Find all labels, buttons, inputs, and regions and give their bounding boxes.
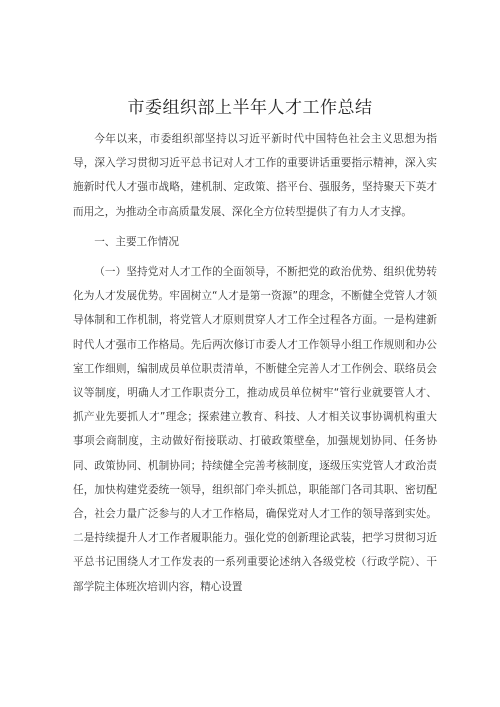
document-body (73, 127, 437, 599)
document-title: 市委组织部上半年人才工作总结 (127, 98, 373, 118)
section-heading: 一、主要工作情况 (94, 235, 179, 248)
intro-paragraph: 今年以来，市委组织部坚持以习近平新时代中国特色社会主义思想为指导，深入学习贯彻习近平总书记对人才工作的重要讲话重要指示精神，深入实施新时代人才强市战略，建机制、定政策、搭平台、强服务，坚持聚天下英才而用之，为推动全市高质量发展、深化全方位转型提供了有力人才支撑。 (73, 133, 437, 218)
section-paragraph: （一）坚持党对人才工作的全面领导，不断把党的政治优势、组织优势转化为人才发展优势。牢固树立“人才是第一资源”的理念，不断健全党管人才领导体制和工作机制，将党管人才原则贯穿人才工作全过程各方面。一是构建新时代人才强市工作格局。先后两次修订市委人才工作领导小组工作规则和办公室工作细则，编制成员单位职责清单，不断健全完善人才工作例会、联络员会议等制度，明确人才工作职责分工，推动成员单位树牢“管行业就要管人才、抓产业先要抓人才”理念；探索建立教育、科技、人才相关议事协调机构重大事项会商制度，主动做好衔接联动、打破政策壁垒，加强规划协同、任务协同、政策协同、机制协同；持续健全完善考核制度，逐级压实党管人才政治责任，加快构建党委统一领导，组织部门牵头抓总，职能部门各司其职、密切配合，社会力量广泛参与的人才工作格局，确保党对人才工作的领导落到实处。二是持续提升人才工作者履职能力。强化党的创新理论武装，把学习贯彻习近平总书记围绕人才工作发表的一系列重要论述纳入各级党校（行政学院）、干部学院主体班次培训内容，精心设置 (73, 266, 437, 593)
